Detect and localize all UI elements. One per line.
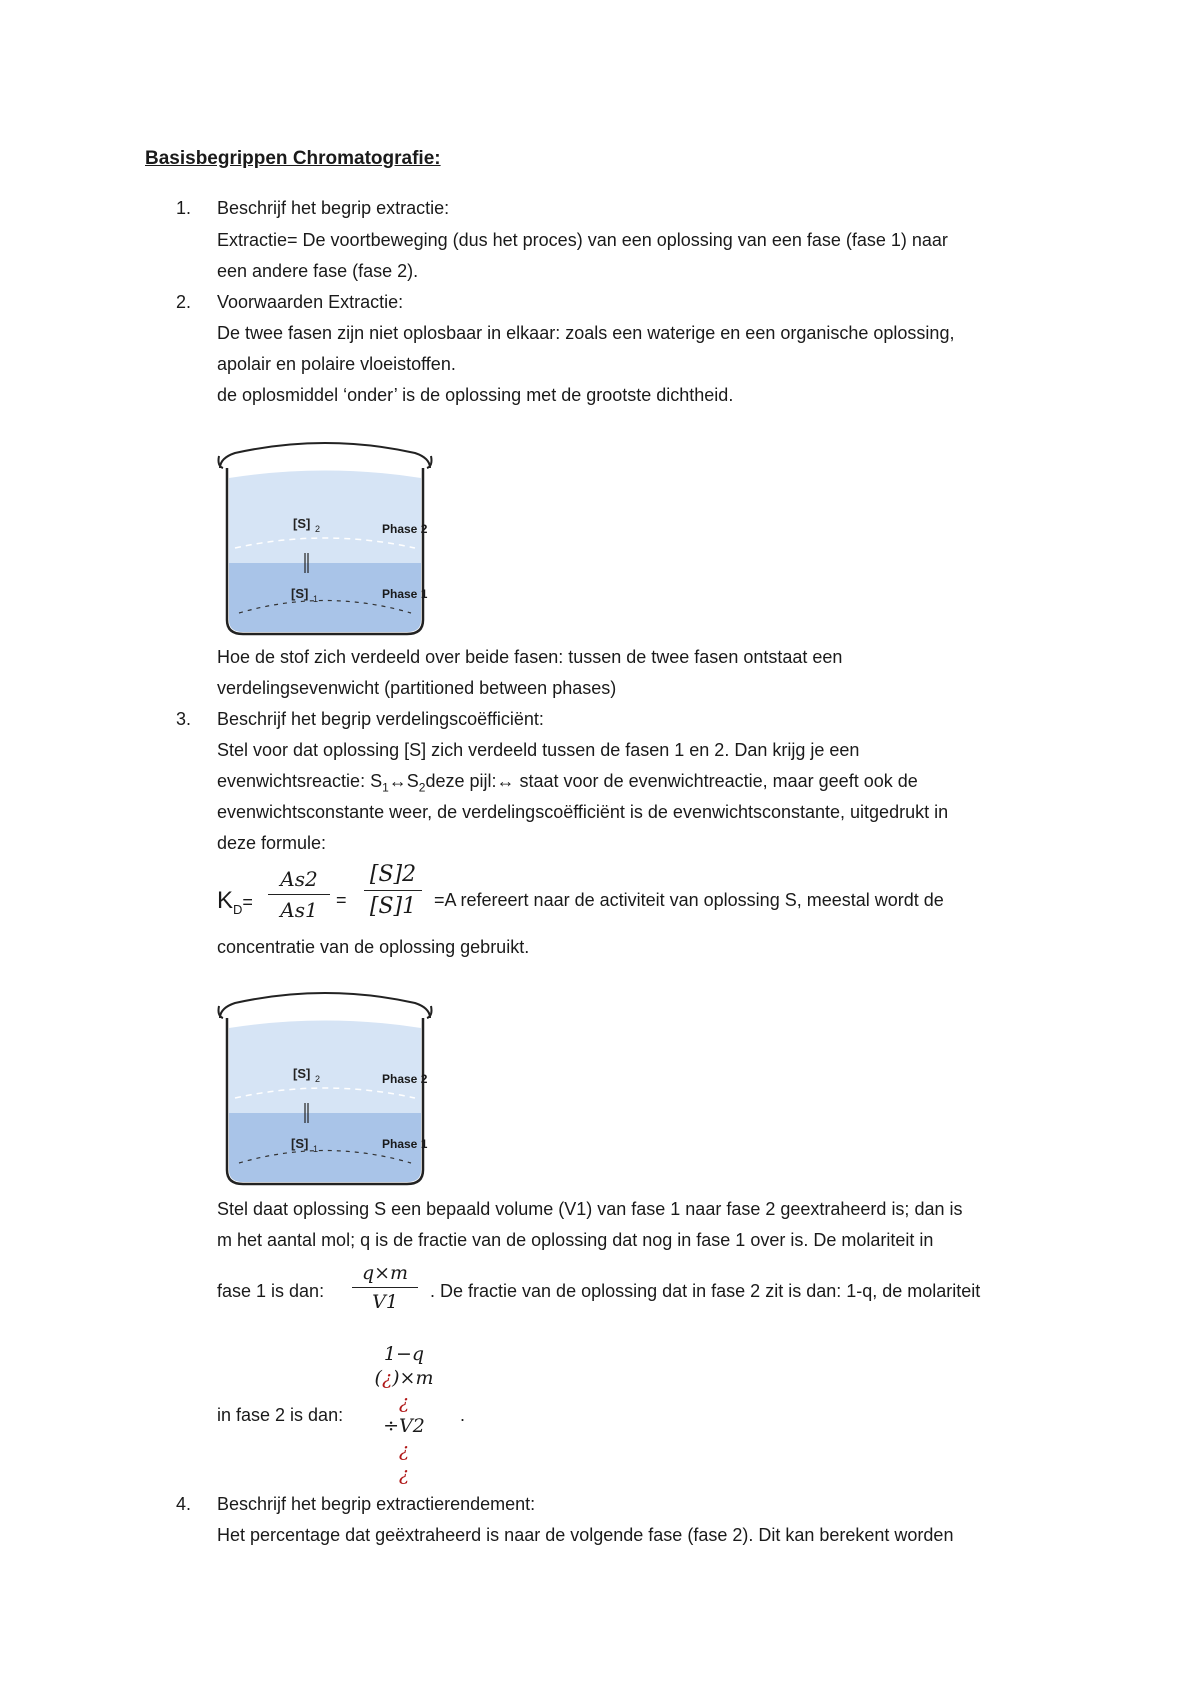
s1-label: [S]: [291, 586, 309, 601]
paragraph-line: Extractie= De voortbeweging (dus het proces) van een oplossing van een fase (fase 1) naar: [217, 230, 948, 250]
s2-subscript: 2: [315, 1074, 321, 1084]
period: .: [460, 1405, 466, 1425]
phase-1-label: Phase 1: [382, 1137, 428, 1151]
paragraph-line: deze formule:: [217, 833, 327, 853]
s1-subscript: 1: [313, 594, 319, 604]
phase-2-layer: [229, 471, 421, 564]
paragraph-line: m het aantal mol; q is de fractie van de oplossing dat nog in fase 1 over is. De molariteit in: [217, 1230, 934, 1250]
s2-subscript: 2: [315, 524, 321, 534]
paragraph-line: fase 1 is dan:: [217, 1281, 325, 1301]
section-heading: Voorwaarden Extractie:: [217, 292, 404, 312]
paragraph-line: apolair en polaire vloeistoffen.: [217, 354, 456, 374]
paragraph-line: evenwichtsreactie: $S_1\leftrightarrow S_2deze$ pijl:↔ staat voor de evenwichtreactie, maar geeft ook de: [217, 771, 918, 795]
s1-subscript: 1: [313, 1144, 319, 1154]
section-number: 3.: [176, 709, 192, 729]
paragraph-line: . De fractie van de oplossing dat in fase 2 zit is dan: 1-q, de molariteit: [430, 1281, 981, 1301]
s2-label: [S]: [293, 516, 311, 531]
equals-sign: =: [336, 890, 347, 910]
paragraph-line: verdelingsevenwicht (partitioned between phases): [217, 678, 617, 698]
section-number: 2.: [176, 292, 192, 312]
phase-2-label: Phase 2: [382, 1072, 428, 1086]
paragraph-line: Het percentage dat geëxtraheerd is naar de volgende fase (fase 2). Dit kan berekent worden: [217, 1525, 954, 1545]
section-heading: Beschrijf het begrip extractie:: [217, 198, 450, 218]
phase-2-label: Phase 2: [382, 522, 428, 536]
phase-1-label: Phase 1: [382, 587, 428, 601]
paragraph-line: =A refereert naar de activiteit van oplossing S, meestal wordt de: [434, 890, 944, 910]
paragraph-line: Stel daat oplossing S een bepaald volume (V1) van fase 1 naar fase 2 geextraheerd is; dan is: [217, 1199, 963, 1219]
section-heading: Beschrijf het begrip extractierendement:: [217, 1494, 536, 1514]
section-number: 4.: [176, 1494, 192, 1514]
molarity-fraction: q×m V1: [352, 1262, 418, 1313]
paragraph-line: de oplosmiddel ‘onder’ is de oplossing met de grootste dichtheid.: [217, 385, 734, 405]
section-number: 1.: [176, 198, 192, 218]
paragraph-line: evenwichtsconstante weer, de verdelingscoëfficiënt is de evenwichtsconstante, uitgedrukt in: [217, 802, 949, 822]
page-title: Basisbegrippen Chromatografie:: [145, 148, 441, 169]
section-heading: Beschrijf het begrip verdelingscoëfficiënt:: [217, 709, 544, 729]
paragraph-line: een andere fase (fase 2).: [217, 261, 419, 281]
beaker-figure: [215, 988, 435, 1188]
phase-2-layer: [229, 1021, 421, 1114]
concentration-fraction: [S]2 [S]1: [364, 862, 422, 919]
s1-label: [S]: [291, 1136, 309, 1151]
activity-fraction: As2 As1: [268, 867, 330, 922]
beaker-figure: [215, 438, 435, 638]
molarity-expression: 1−q (¿)×m ¿ ÷V2 ¿ ¿: [374, 1343, 434, 1485]
paragraph-line: Hoe de stof zich verdeeld over beide fasen: tussen de twee fasen ontstaat een: [217, 647, 843, 667]
paragraph-line: in fase 2 is dan:: [217, 1405, 344, 1425]
paragraph-line: concentratie van de oplossing gebruikt.: [217, 937, 530, 957]
paragraph-line: Stel voor dat oplossing [S] zich verdeeld tussen de fasen 1 en 2. Dan krijg je een: [217, 740, 860, 760]
paragraph-line: De twee fasen zijn niet oplosbaar in elkaar: zoals een waterige en een organische oplossing,: [217, 323, 955, 343]
kd-formula-label: $K_D=$: [217, 887, 253, 917]
s2-label: [S]: [293, 1066, 311, 1081]
